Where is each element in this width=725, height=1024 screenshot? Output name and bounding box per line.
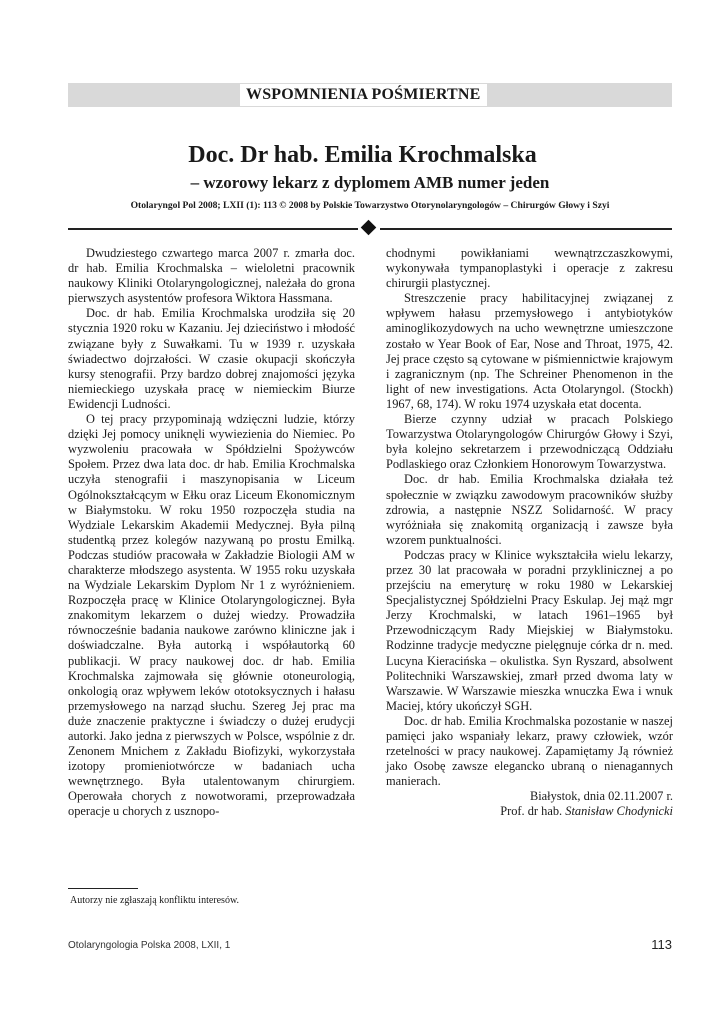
- article-title: Doc. Dr hab. Emilia Krochmalska: [188, 142, 537, 168]
- paragraph: Dwudziestego czwartego marca 2007 r. zmarła doc. dr hab. Emilia Krochmalska – wieloletni pracownik naukowy Kliniki Otolaryngologicznej, należała do grona pierwszych asystentów profesora Wiktora Hassmana.: [68, 246, 355, 306]
- signoff-author: [386, 804, 673, 819]
- page-number: 113: [651, 937, 672, 952]
- footnote-rule: [68, 888, 138, 889]
- paragraph: chodnymi powikłaniami wewnątrzczaszkowymi, wykonywała tympanoplastyki i operacje z zakresu chirurgii plastycznej.: [386, 246, 673, 291]
- paragraph: Streszczenie pracy habilitacyjnej związanej z wpływem hałasu przemysłowego i antybiotyków aminoglikozydowych na ucho wewnętrzne umieszczone zostało w Year Book of Ear, Nose and Throat, 1975, 42. Jej prace często są cytowane w piśmiennictwie krajowym i zagranicznym (np. The Schreiner Phenomenon in the light of new investigations. Acta Otolaryngol. (Stockh) 1967, 68, 174). W roku 1974 uzyskała etat docenta.: [386, 291, 673, 411]
- paragraph: Doc. dr hab. Emilia Krochmalska pozostanie w naszej pamięci jako wspaniały lekarz, prawy człowiek, wzór rzetelności w pracy naukowej. Zapamiętamy Ją również jako Osobę zawsze elegancko ubraną o nienagannych manierach.: [386, 713, 673, 789]
- divider-left: [68, 228, 358, 230]
- article-subtitle: – wzorowy lekarz z dyplomem AMB numer jeden: [190, 173, 550, 192]
- author-name: Stanisław Chodynicki: [565, 804, 673, 819]
- paragraph: O tej pracy przypominają wdzięczni ludzie, którzy dzięki Jej pomocy uniknęli wywiezienia do Niemiec. Po wyzwoleniu pracowała w Spółdzielni Spożywców Społem. Przez dwa lata doc. dr hab. Emilia Krochmalska uczyła stenografii i maszynopisania w Liceum Ogólnokształcącym w Ełku oraz Liceum Ekonomicznym w Białymstoku. W roku 1950 rozpoczęła studia na Wydziale Lekarskim Akademii Medycznej. Była pilną studentką przez kolegów nazywaną po prostu Emilką. Podczas studiów pracowała w Zakładzie Biologii AM w charakterze młodszego asystenta. W 1955 roku uzyskała na Wydziale Lekarskim Dyplom Nr 1 z wyróżnieniem. Rozpoczęła pracę w Klinice Otolaryngologicznej. Była znakomitym lekarzem o dużej wiedzy. Prowadziła równocześnie badania naukowe zarówno kliniczne jak i doświadczalne. Była autorką i współautorką 60 publikacji. W pracy naukowej doc. dr hab. Emilia Krochmalska zajmowała się głównie otoneurologią, onkologią oraz wpływem leków ototoksycznych i hałasu przemysłowego na narząd słuchu. Szereg Jej prac ma duże znaczenie praktyczne i świadczy o dużej erudycji autorki. Jako jedna z pierwszych w Polsce, wspólnie z dr. Zenonem Mnichem z Zakładu Biofizyki, wykorzystała izotopy promieniotwórcze w badaniach ucha wewnętrznego. Była utalentowanym chirurgiem. Operowała chorych z nowotworami, przeprowadzała operacje u chorych z usznopo-: [68, 412, 355, 819]
- left-column: [68, 246, 355, 820]
- signoff-place-date: Białystok, dnia 02.11.2007 r.: [529, 789, 673, 804]
- paragraph: Bierze czynny udział w pracach Polskiego Towarzystwa Otolaryngologów Chirurgów Głowy i Szyi, była kolejno sekretarzem i przewodniczącą Oddziału Podlaskiego oraz Członkiem Honorowym Towarzystwa.: [386, 412, 673, 472]
- paragraph: Doc. dr hab. Emilia Krochmalska urodziła się 20 stycznia 1920 roku w Kazaniu. Jej dzieciństwo i młodość związane były z Suwałkami. Tu w 1939 r. uzyskała świadectwo dojrzałości. W czasie okupacji skończyła kursy stenografii. Przy bardzo dobrej znajomości języka niemieckiego uzyskała pracę w niemieckim Biurze Ewidencji Ludności.: [68, 306, 355, 411]
- article-citation: Otolaryngol Pol 2008; LXII (1): 113 © 2008 by Polskie Towarzystwo Otorynolaryngologów – Chirurgów Głowy i Szyi: [130, 200, 610, 211]
- paragraph: Doc. dr hab. Emilia Krochmalska działała też społecznie w związku zawodowym pracowników służby zdrowia, a następnie NSZZ Solidarność. W pracy wyróżniała się znakomitą organizacją i zawsze była wzorem punktualności.: [386, 472, 673, 547]
- section-label: WSPOMNIENIA POŚMIERTNE: [240, 84, 487, 106]
- author-prefix: Prof. dr hab.: [500, 804, 563, 819]
- diamond-ornament-icon: [361, 220, 377, 236]
- journal-footer: Otolaryngologia Polska 2008, LXII, 1: [68, 940, 231, 951]
- paragraph: Podczas pracy w Klinice wykształciła wielu lekarzy, przez 30 lat pracowała w poradni przyklinicznej a po przejściu na emeryturę w roku 1980 w Lekarskiej Specjalistycznej Spółdzielni Pracy Eskulap. Jej mąż mgr Jerzy Krochmalski, w latach 1961–1965 był Przewodniczącym Rady Miejskiej w Białymstoku. Rodzinne tradycje medyczne pielęgnuje córka dr n. med. Lucyna Kieracińska – okulistka. Syn Ryszard, absolwent Politechniki Warszawskiej, zmarł przed dwoma laty w Warszawie. W Warszawie mieszka wnuczka Ewa i wnuk Maciej, który ukończył SGH.: [386, 547, 673, 713]
- right-column: [386, 246, 673, 820]
- footnote: Autorzy nie zgłaszają konfliktu interesów.: [70, 895, 240, 906]
- divider-right: [380, 228, 672, 230]
